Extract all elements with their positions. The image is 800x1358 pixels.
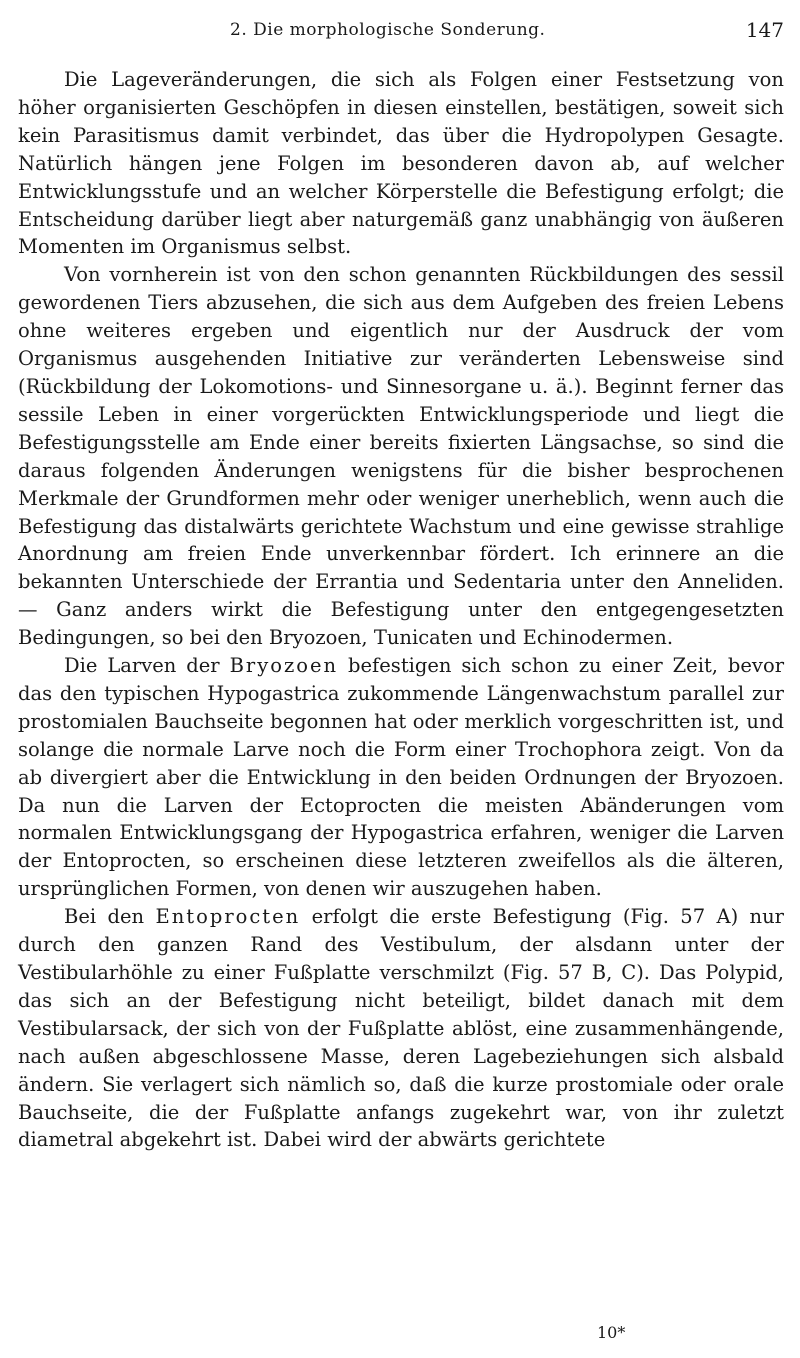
paragraph-4-emphasis: Entoprocten [155, 905, 301, 929]
running-title: 2. Die morphologische Sonderung. [230, 20, 546, 40]
page-number: 147 [745, 18, 784, 42]
paragraph-2 [18, 261, 784, 652]
paragraph-4 [18, 903, 784, 1154]
body-text [18, 66, 784, 1154]
paragraph-1 [18, 66, 784, 261]
paragraph-3-text-rest: befestigen sich schon zu einer Zeit, bevor das den typischen Hypogastrica zukommende Längenwachstum parallel zur prostomialen Bauchseite begonnen hat oder merklich vorgeschritten ist, und solange die normale Larve noch die Form einer Trochophora zeigt. Von da ab divergiert aber die Entwicklung in den beiden Ordnungen der Bryozoen. Da nun die Larven der Ectoprocten die meisten Abänderungen vom normalen Entwicklungsgang der Hypogastrica erfahren, weniger die Larven der Entoprocten, so erscheinen diese letzteren zweifellos als die älteren, ursprünglichen Formen, von denen wir auszugehen haben. [18, 654, 785, 901]
paragraph-3 [18, 652, 784, 903]
signature-mark: 10* [597, 1323, 626, 1342]
paragraph-3-emphasis: Bryozoen [229, 654, 339, 678]
paragraph-1-text: Die Lageveränderungen, die sich als Folgen einer Festsetzung von höher organisierten Geschöpfen in diesen einstellen, bestätigen, soweit sich kein Parasitismus damit verbindet, das über die Hydropolypen Gesagte. Natürlich hängen jene Folgen im besonderen davon ab, auf welcher Entwicklungsstufe und an welcher Körperstelle die Befestigung erfolgt; die Entscheidung darüber liegt aber naturgemäß ganz unabhängig von äußeren Momenten im Organismus selbst. [18, 68, 784, 259]
paragraph-2-text: Von vornherein ist von den schon genannten Rückbildungen des sessil gewordenen Tiers abzusehen, die sich aus dem Aufgeben des freien Lebens ohne weiteres ergeben und eigentlich nur der Ausdruck der vom Organismus ausgehenden Initiative zur veränderten Lebensweise sind (Rückbildung der Lokomotions- und Sinnesorgane u. ä.). Beginnt ferner das sessile Leben in einer vorgerückten Entwicklungsperiode und liegt die Befestigungsstelle am Ende einer bereits fixierten Längsachse, so sind die daraus folgenden Änderungen wenigstens für die bisher besprochenen Merkmale der Grundformen mehr oder weniger unerheblich, wenn auch die Befestigung das distalwärts gerichtete Wachstum und eine gewisse strahlige Anordnung am freien Ende unverkennbar fördert. Ich erinnere an die bekannten Unterschiede der Errantia und Sedentaria unter den Anneliden. — Ganz anders wirkt die Befestigung unter den entgegengesetzten Bedingungen, so bei den Bryozoen, Tunicaten und Echinodermen. [18, 263, 784, 650]
paragraph-4-text-rest: erfolgt die erste Befestigung (Fig. 57 A) nur durch den ganzen Rand des Vestibulum, der alsdann unter der Vestibularhöhle zu einer Fußplatte verschmilzt (Fig. 57 B, C). Das Polypid, das sich an der Befestigung nicht beteiligt, bildet danach mit dem Vestibularsack, der sich von der Fußplatte ablöst, eine zusammenhängende, nach außen abgeschlossene Masse, deren Lagebeziehungen sich alsbald ändern. Sie verlagert sich nämlich so, daß die kurze prostomiale oder orale Bauchseite, die der Fußplatte anfangs zugekehrt war, von ihr zuletzt diametral abgekehrt ist. Dabei wird der abwärts gerichtete [18, 905, 784, 1152]
paragraph-3-text-start: Die Larven der [64, 654, 220, 678]
paragraph-4-text-start: Bei den [64, 905, 145, 929]
